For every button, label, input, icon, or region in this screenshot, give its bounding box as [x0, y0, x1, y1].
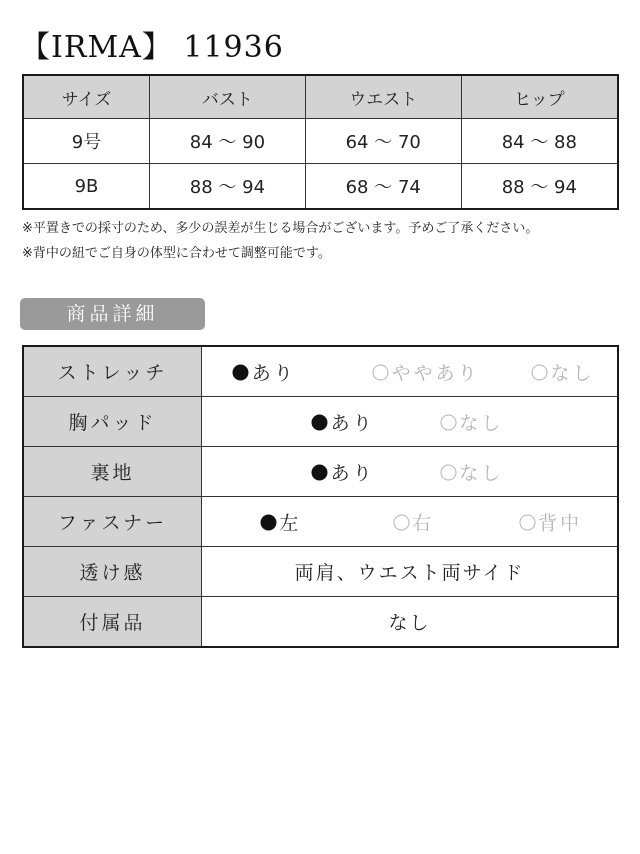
- empty-circle-icon: [373, 364, 389, 380]
- lining-label: 裏地: [23, 447, 202, 497]
- size-row: [23, 119, 618, 164]
- stretch-option-slight: ややあり: [373, 358, 480, 385]
- section-label-details: 商品詳細: [20, 298, 205, 330]
- header-size: サイズ: [23, 75, 150, 119]
- header-hip: ヒップ: [461, 75, 618, 119]
- size-notes: [22, 216, 538, 266]
- lining-options: [202, 447, 619, 497]
- waist-cell: 64 ～ 70: [305, 119, 461, 164]
- size-cell: 9B: [23, 164, 150, 210]
- detail-row-sheer: [23, 547, 618, 597]
- empty-circle-icon: [532, 364, 548, 380]
- hip-cell: 88 ～ 94: [461, 164, 618, 210]
- detail-row-accessories: [23, 597, 618, 648]
- bust-cell: 84 ～ 90: [150, 119, 306, 164]
- stretch-option-yes: あり: [233, 358, 296, 385]
- size-table: [22, 74, 619, 210]
- fastener-option-left: 左: [260, 508, 301, 535]
- empty-circle-icon: [440, 414, 456, 430]
- bust-cell: 88 ～ 94: [150, 164, 306, 210]
- fastener-option-right: 右: [393, 508, 434, 535]
- detail-row-lining: [23, 447, 618, 497]
- empty-circle-icon: [519, 514, 535, 530]
- detail-row-stretch: [23, 346, 618, 397]
- note-adjustable: ※背中の紐でご自身の体型に合わせて調整可能です。: [22, 246, 331, 261]
- detail-row-fastener: [23, 497, 618, 547]
- bust-pad-option-yes: あり: [312, 408, 375, 435]
- stretch-option-no: なし: [532, 358, 595, 385]
- product-title: 【IRMA】 11936: [20, 30, 284, 65]
- detail-table: [22, 345, 619, 648]
- bust-pad-option-no: なし: [440, 408, 503, 435]
- sheer-value: 両肩、ウエスト両サイド: [294, 562, 525, 584]
- waist-cell: 68 ～ 74: [305, 164, 461, 210]
- stretch-label: ストレッチ: [23, 346, 202, 397]
- size-cell: 9号: [23, 119, 150, 164]
- header-waist: ウエスト: [305, 75, 461, 119]
- empty-circle-icon: [393, 514, 409, 530]
- size-table-header: [23, 75, 618, 119]
- stretch-options: [202, 346, 619, 397]
- lining-option-yes: あり: [312, 458, 375, 485]
- empty-circle-icon: [440, 464, 456, 480]
- note-measurement: ※平置きでの採寸のため、多少の誤差が生じる場合がございます。予めご了承ください。: [22, 221, 539, 236]
- filled-circle-icon: [233, 364, 249, 380]
- fastener-options: [202, 497, 619, 547]
- lining-option-no: なし: [440, 458, 503, 485]
- fastener-option-back: 背中: [519, 508, 582, 535]
- filled-circle-icon: [312, 464, 328, 480]
- hip-cell: 84 ～ 88: [461, 119, 618, 164]
- size-row: [23, 164, 618, 210]
- detail-row-bust-pad: [23, 397, 618, 447]
- accessories-value: なし: [388, 612, 431, 634]
- filled-circle-icon: [260, 514, 276, 530]
- sheer-label: 透け感: [23, 547, 202, 597]
- bust-pad-options: [202, 397, 619, 447]
- header-bust: バスト: [150, 75, 306, 119]
- filled-circle-icon: [312, 414, 328, 430]
- fastener-label: ファスナー: [23, 497, 202, 547]
- bust-pad-label: 胸パッド: [23, 397, 202, 447]
- accessories-label: 付属品: [23, 597, 202, 648]
